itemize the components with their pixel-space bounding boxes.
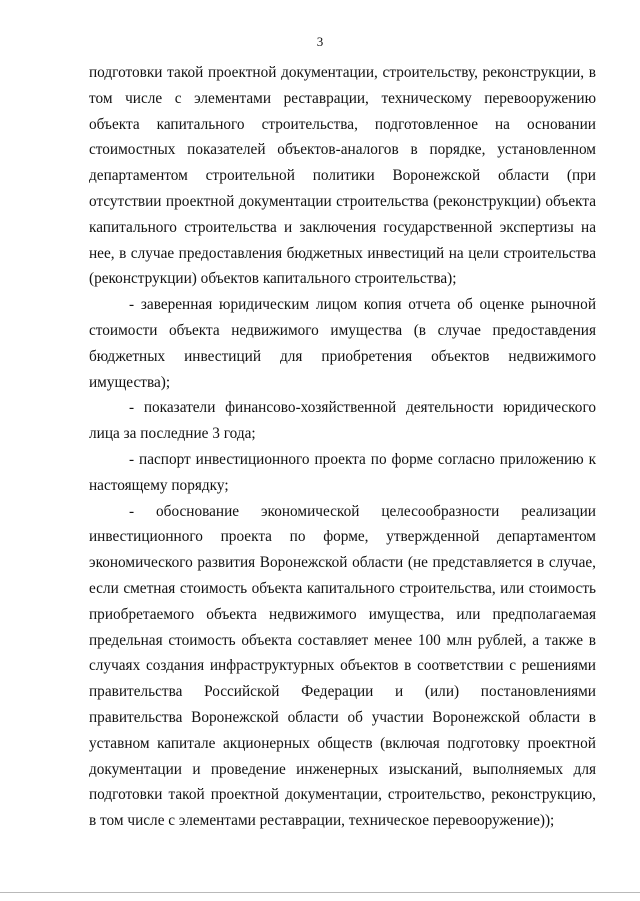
document-body [89,60,596,834]
paragraph-valuation-report: - заверенная юридическим лицом копия отчета об оценке рыночной стоимости объекта недвижимого имущества (в случае предоставдения бюджетных инвестиций для приобретения объектов недвижимого имущества); [89,296,596,391]
paragraph-financial-indicators: - показатели финансово-хозяйственной деятельности юридического лица за последние 3 года; [89,399,596,443]
page-number: 3 [316,34,324,49]
paragraph-continuation: подготовки такой проектной документации, строительству, реконструкции, в том числе с элементами реставрации, техническому перевооружению объекта капитального строительства, подготовленное на основании стоимостных показателей объектов-аналогов в порядке, установленном департаментом строительной политики Воронежской области (при отсутствии проектной документации строительства (реконструкции) объекта капитального строительства и заключения государственной экспертизы на нее, в случае предоставления бюджетных инвестиций на цели строительства (реконструкции) объектов капитального строительства); [89,64,596,288]
paragraph-economic-justification: - обоснование экономической целесообразности реализации инвестиционного проекта по форме, утвержденной департаментом экономического развития Воронежской области (не представляется в случае, если сметная стоимость объекта капитального строительства, или стоимость приобретаемого объекта недвижимого имущества, или предполагаемая предельная стоимость объекта составляет менее 100 млн рублей, а также в случаях создания инфраструктурных объектов в соответствии с решениями правительства Российской Федерации и (или) постановлениями правительства Воронежской области об участии Воронежской области в уставном капитале акционерных обществ (включая подготовку проектной документации и проведение инженерных изысканий, выполняемых для подготовки такой проектной документации, строительство, реконструкцию, в том числе с элементами реставрации, техническое перевооружение)); [89,502,596,830]
paragraph-project-passport: - паспорт инвестиционного проекта по форме согласно приложению к настоящему порядку; [89,450,596,494]
bottom-divider [0,892,640,893]
